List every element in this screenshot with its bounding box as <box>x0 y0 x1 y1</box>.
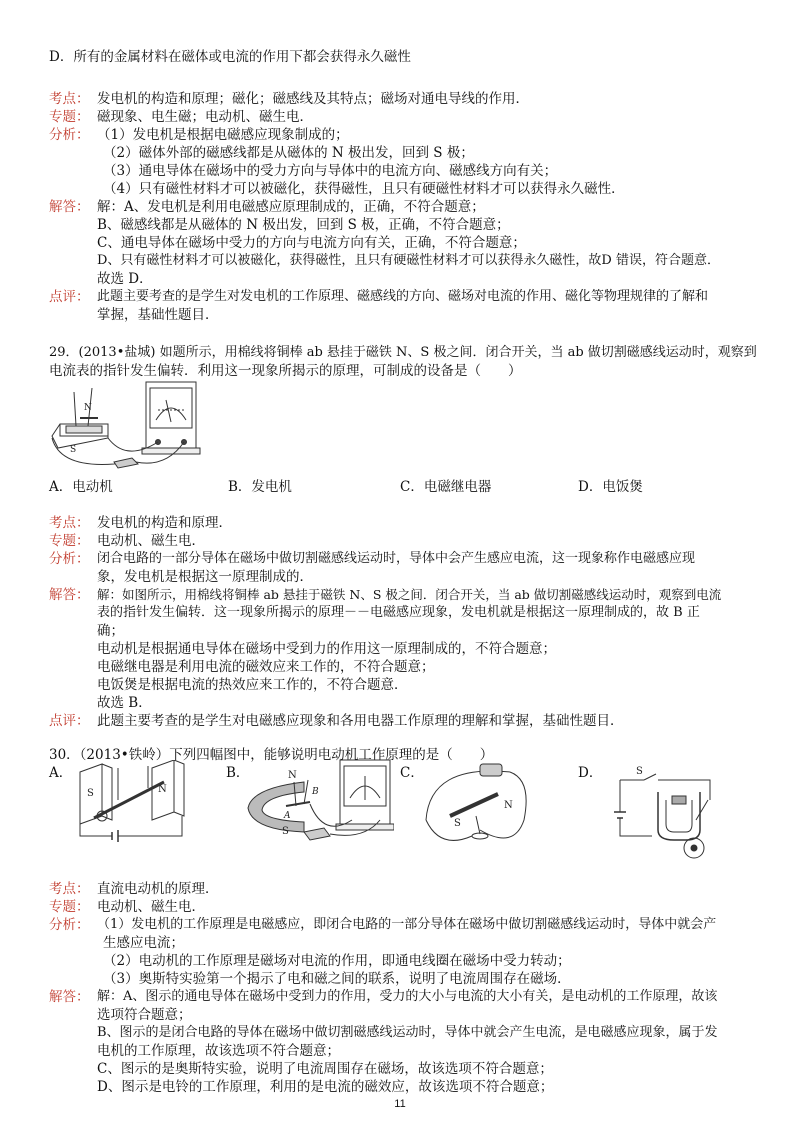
q28-jieda-line: D、只有磁性材料才可以被磁化，获得磁性，且只有硬磁性材料才可以获得永久磁性，故D 错误，符合题意． <box>97 253 720 268</box>
q30-fenxi-line: 生感应电流； <box>103 935 184 951</box>
q29-option-b: B．发电机 <box>228 479 292 495</box>
q28-option-d: D．所有的金属材料在磁体或电流的作用下都会获得永久磁性 <box>49 49 411 65</box>
q28-fenxi-line: （1）发电机是根据电磁感应现象制成的； <box>97 127 349 143</box>
q30-jieda-line: B、图示的是闭合电路的导体在磁场中做切割磁感线运动时，导体中就会产生电流，是电磁感应现象，属于发 <box>97 1025 718 1040</box>
q30-zhuanti-label: 专题： <box>49 899 90 915</box>
q29-jieda-line: 电动机是根据通电导体在磁场中受到力的作用这一原理制成的，不符合题意； <box>97 641 556 657</box>
q29-option-a: A．电动机 <box>49 479 113 495</box>
q29-jieda-line: 电磁继电器是利用电流的磁效应来工作的，不符合题意； <box>97 659 435 675</box>
q29-fenxi-label: 分析： <box>49 551 90 567</box>
q29-zhuanti-label: 专题： <box>49 533 90 549</box>
q30a-label-n: N <box>158 784 167 795</box>
q29-dianping-text: 此题主要考查的是学生对电磁感应现象和各用电器工作原理的理解和掌握，基础性题目． <box>97 713 624 729</box>
q29-kaodian-text: 发电机的构造和原理． <box>97 515 232 531</box>
q30-jieda-line: 选项符合题意； <box>97 1007 192 1023</box>
q28-zhuanti-text: 磁现象、电生磁；电动机、磁生电． <box>97 109 313 125</box>
q30d-label-s: S <box>636 766 643 777</box>
q28-kaodian-text: 发电机的构造和原理；磁化；磁感线及其特点；磁场对通电导线的作用． <box>97 91 529 107</box>
q30-jieda-line: D、图示是电铃的工作原理，利用的是电流的磁效应，故该选项不符合题意； <box>97 1079 554 1095</box>
q29-jieda-line: 解：如图所示，用棉线将铜棒 ab 悬挂于磁铁 N、S 极之间．闭合开关，当 ab 做切割磁感线运动时，观察到电流 <box>97 587 722 602</box>
q28-kaodian-label: 考点： <box>49 91 90 107</box>
q28-fenxi-line: （4）只有磁性材料才可以被磁化，获得磁性，且只有硬磁性材料才可以获得永久磁性． <box>103 181 625 197</box>
q30-fenxi-line: （1）发电机的工作原理是电磁感应，即闭合电路的一部分导体在磁场中做切割磁感线运动时，导体中就会产 <box>97 917 717 932</box>
q30-figure-a <box>72 760 192 860</box>
q29-jieda-line: 故选 B． <box>97 695 152 711</box>
q29-jieda-line: 确； <box>97 623 124 639</box>
q30-figure-b <box>244 758 394 858</box>
q30b-label-n: N <box>288 770 297 781</box>
q30-figure-c <box>420 760 540 856</box>
q29-option-c: C．电磁继电器 <box>400 479 492 495</box>
q30-figure-d <box>600 760 730 860</box>
q28-jieda-label: 解答： <box>49 199 90 215</box>
q29-option-d: D．电饭煲 <box>578 479 643 495</box>
q30b-label-b: B <box>312 787 319 797</box>
q30b-label-a: A <box>284 811 291 821</box>
q30-jieda-label: 解答： <box>49 989 90 1005</box>
q28-fenxi-line: （3）通电导体在磁场中的受力方向与导体中的电流方向、磁感线方向有关； <box>103 163 558 179</box>
q30-jieda-line: 电机的工作原理，故该选项不符合题意； <box>97 1043 340 1059</box>
q29-figure <box>46 378 206 470</box>
q29-jieda-line: 电饭煲是根据电流的热效应来工作的，不符合题意． <box>97 677 408 693</box>
q28-jieda-line: C、通电导体在磁场中受力的方向与电流方向有关，正确，不符合题意； <box>97 235 526 251</box>
q30a-label-s: S <box>87 788 94 799</box>
q30-option-d-letter: D． <box>578 765 603 781</box>
q30-option-a-letter: A． <box>49 765 73 781</box>
q28-fenxi-line: （2）磁体外部的磁感线都是从磁体的 N 极出发，回到 S 极； <box>103 145 474 161</box>
q29-jieda-line: 表的指针发生偏转．这一现象所揭示的原理－－电磁感应现象，发电机就是根据这一原理制成的，故 B 正 <box>97 605 700 620</box>
q28-dianping-line: 此题主要考查的是学生对发电机的工作原理、磁感线的方向、磁场对电流的作用、磁化等物理规律的了解和 <box>97 289 709 304</box>
q30-fenxi-line: （2）电动机的工作原理是磁场对电流的作用，即通电线圈在磁场中受力转动； <box>103 953 571 969</box>
q29-fenxi-line: 象，发电机是根据这一原理制成的． <box>97 569 313 585</box>
page-number: 11 <box>394 1098 406 1110</box>
q29-fenxi-line: 闭合电路的一部分导体在磁场中做切割磁感线运动时，导体中会产生感应电流，这一现象称作电磁感应现 <box>97 551 696 566</box>
q28-dianping-label: 点评： <box>49 289 90 305</box>
q30-fenxi-line: （3）奥斯特实验第一个揭示了电和磁之间的联系，说明了电流周围存在磁场． <box>103 971 571 987</box>
q29-label-n: N <box>84 403 92 413</box>
q28-jieda-line: 故选 D． <box>97 271 153 287</box>
q30-option-c-letter: C． <box>400 765 424 781</box>
q28-jieda-line: 解：A、发电机是利用电磁感应原理制成的，正确，不符合题意； <box>97 199 485 215</box>
q28-dianping-line: 掌握，基础性题目． <box>97 307 219 323</box>
q30-zhuanti-text: 电动机、磁生电． <box>97 899 205 915</box>
q30-fenxi-label: 分析： <box>49 917 90 933</box>
q29-stem-line: 电流表的指针发生偏转．利用这一现象所揭示的原理，可制成的设备是（ ） <box>49 363 522 379</box>
q30-kaodian-text: 直流电动机的原理． <box>97 881 219 897</box>
q30b-label-s: S <box>282 826 289 837</box>
q30c-label-s: S <box>454 818 461 829</box>
q28-fenxi-label: 分析： <box>49 127 90 143</box>
q30-jieda-line: C、图示的是奥斯特实验，说明了电流周围存在磁场，故该选项不符合题意； <box>97 1061 553 1077</box>
q29-kaodian-label: 考点： <box>49 515 90 531</box>
q29-label-s: S <box>70 445 77 455</box>
q30-jieda-line: 解：A、图示的通电导体在磁场中受到力的作用，受力的大小与电流的大小有关，是电动机的工作原理，故该 <box>97 989 718 1004</box>
q30c-label-n: N <box>504 800 513 811</box>
q30-stem: 30．（2013•铁岭）下列四幅图中，能够说明电动机工作原理的是（ ） <box>49 747 494 763</box>
q29-stem-line: 29．(2013•盐城) 如题所示，用棉线将铜棒 ab 悬挂于磁铁 N、S 极之间．闭合开关，当 ab 做切割磁感线运动时，观察到 <box>49 345 757 360</box>
q28-zhuanti-label: 专题： <box>49 109 90 125</box>
q29-zhuanti-text: 电动机、磁生电． <box>97 533 205 549</box>
q29-dianping-label: 点评： <box>49 713 90 729</box>
q28-jieda-line: B、磁感线都是从磁体的 N 极出发，回到 S 极，正确，不符合题意； <box>97 217 510 233</box>
q29-jieda-label: 解答： <box>49 587 90 603</box>
q30-kaodian-label: 考点： <box>49 881 90 897</box>
q30-option-b-letter: B． <box>226 765 250 781</box>
